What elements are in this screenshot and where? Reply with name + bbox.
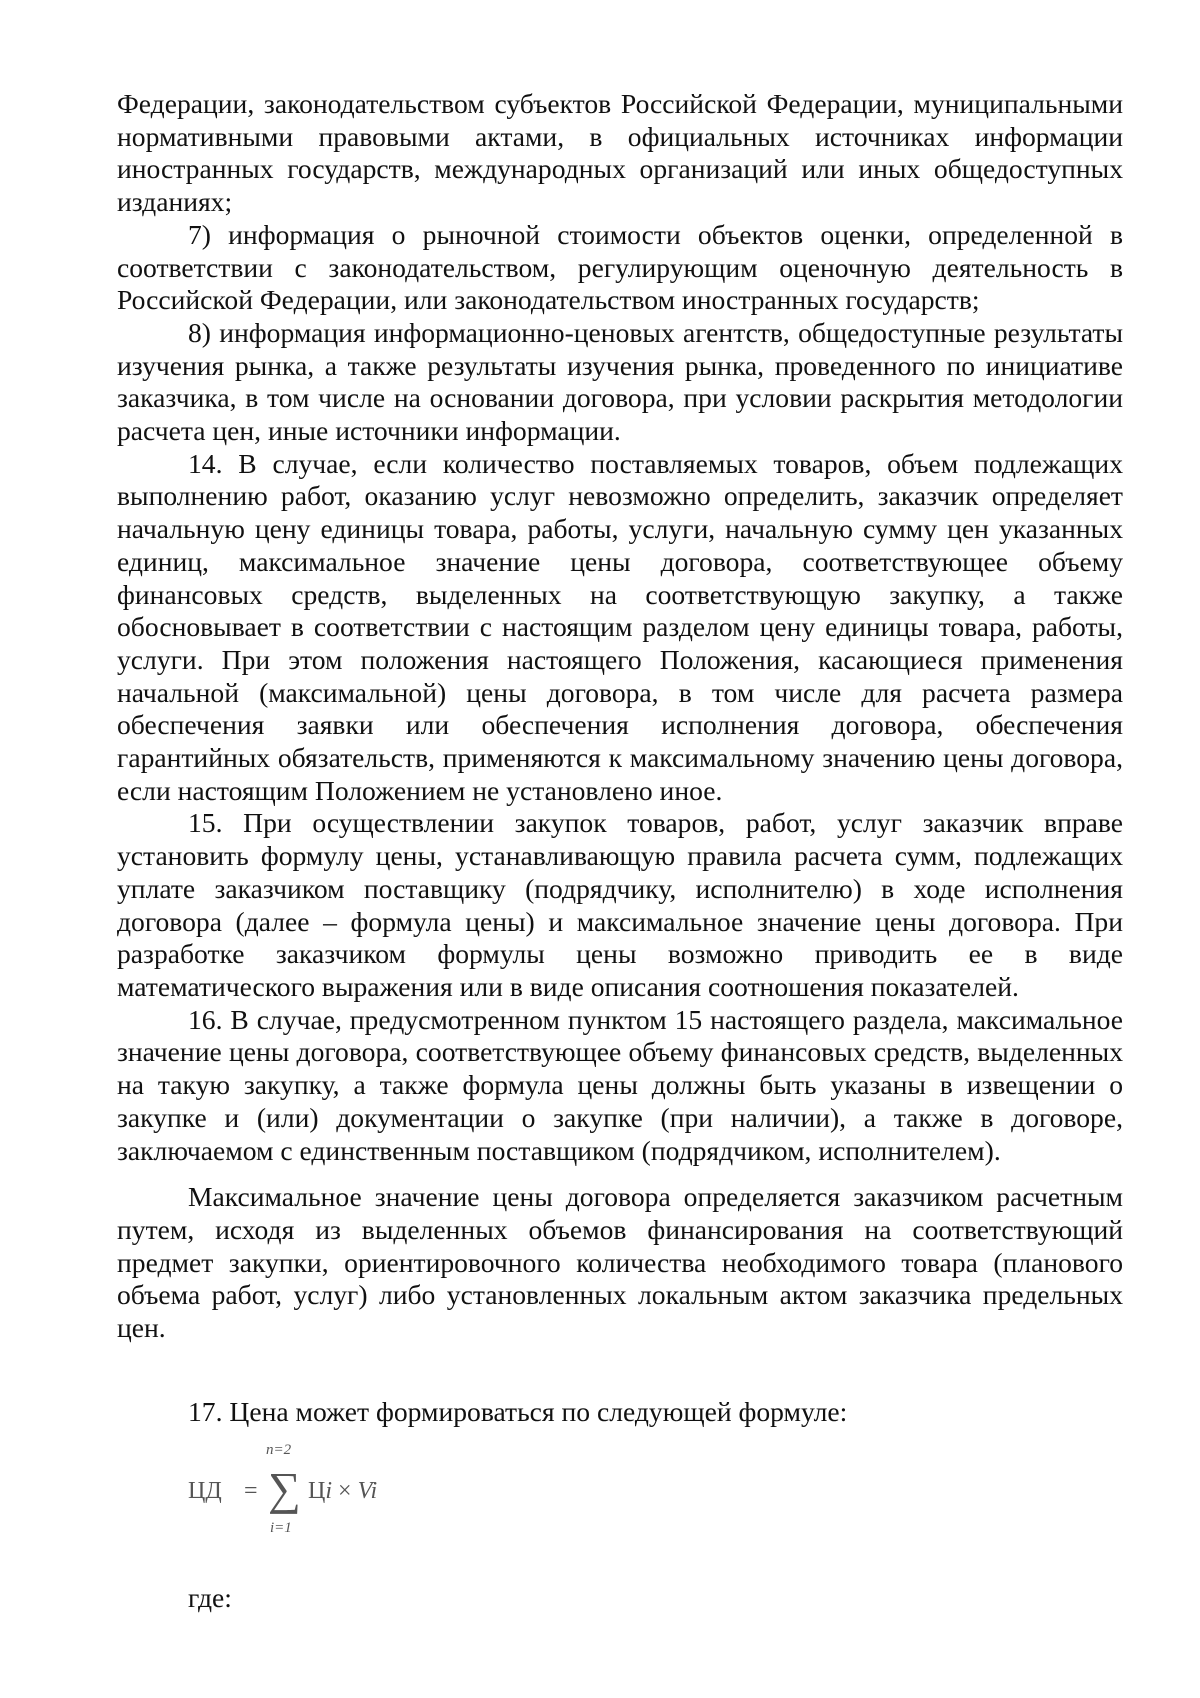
document-body	[117, 88, 1123, 1345]
formula-price-symbol: Ц	[308, 1478, 326, 1504]
paragraph-clause-14: 14. В случае, если количество поставляемых товаров, объем подлежащих выполнению работ, оказанию услуг невозможно определить, заказчик определяет начальную цену единицы товара, работы, услуги, начальную сумму цен указанных единиц, максимальное значение цены договора, соответствующее объему финансовых средств, выделенных на соответствующую закупку, а также обосновывает в соответствии с настоящим разделом цену единицы товара, работы, услуги. При этом положения настоящего Положения, касающиеся применения начальной (максимальной) цены договора, в том числе для расчета размера обеспечения заявки или обеспечения исполнения договора, обеспечения гарантийных обязательств, применяются к максимальному значению цены договора, если настоящим Положением не установлено иное.	[117, 447, 1123, 806]
formula-times: ×	[338, 1478, 352, 1504]
sum-upper-limit: n=2	[266, 1442, 292, 1458]
paragraph-item-7: 7) информация о рыночной стоимости объектов оценки, определенной в соответствии с законодательством, регулирующим оценочную деятельность в Российской Федерации, или законодательством иностранных государств;	[117, 218, 1123, 316]
where-label: где:	[188, 1582, 232, 1613]
paragraph-clause-16: 16. В случае, предусмотренном пунктом 15 настоящего раздела, максимальное значение цены договора, соответствующее объему финансовых средств, выделенных на такую закупку, а также формула цены должны быть указаны в извещении о закупке и (или) документации о закупке (при наличии), а также в договоре, заключаемом с единственным поставщиком (подрядчиком, исполнителем).	[117, 1003, 1123, 1166]
paragraph-max-price: Максимальное значение цены договора определяется заказчиком расчетным путем, исходя из выделенных объемов финансирования на соответствующий предмет закупки, ориентировочного количества необходимого товара (планового объема работ, услуг) либо установленных локальным актом заказчика предельных цен.	[117, 1181, 1123, 1344]
price-formula	[188, 1440, 428, 1540]
formula-equals: =	[244, 1478, 258, 1504]
sum-lower-limit: i=1	[270, 1520, 292, 1536]
sigma-symbol: ∑	[268, 1463, 301, 1514]
paragraph-continuation: Федерации, законодательством субъектов Российской Федерации, муниципальными нормативными правовыми актами, в официальных источниках информации иностранных государств, международных организаций или иных общедоступных изданиях;	[117, 88, 1123, 218]
paragraph-item-8: 8) информация информационно-ценовых агентств, общедоступные результаты изучения рынка, а также результаты изучения рынка, проведенного по инициативе заказчика, в том числе на основании договора, при условии раскрытия методологии расчета цен, иные источники информации.	[117, 316, 1123, 447]
formula-intro: 17. Цена может формироваться по следующей формуле:	[188, 1396, 848, 1427]
formula-rhs	[308, 1478, 377, 1505]
formula-lhs: ЦД	[188, 1478, 222, 1504]
paragraph-clause-15: 15. При осуществлении закупок товаров, работ, услуг заказчик вправе установить формулу цены, устанавливающую правила расчета сумм, подлежащих уплате заказчиком поставщику (подрядчику, исполнителю) в ходе исполнения договора (далее – формула цены) и максимальное значение цены договора. При разработке заказчиком формулы цены возможно приводить ее в виде математического выражения или в виде описания соотношения показателей.	[117, 807, 1123, 1002]
formula-volume: Vi	[357, 1478, 378, 1504]
formula-index: i	[325, 1478, 333, 1504]
